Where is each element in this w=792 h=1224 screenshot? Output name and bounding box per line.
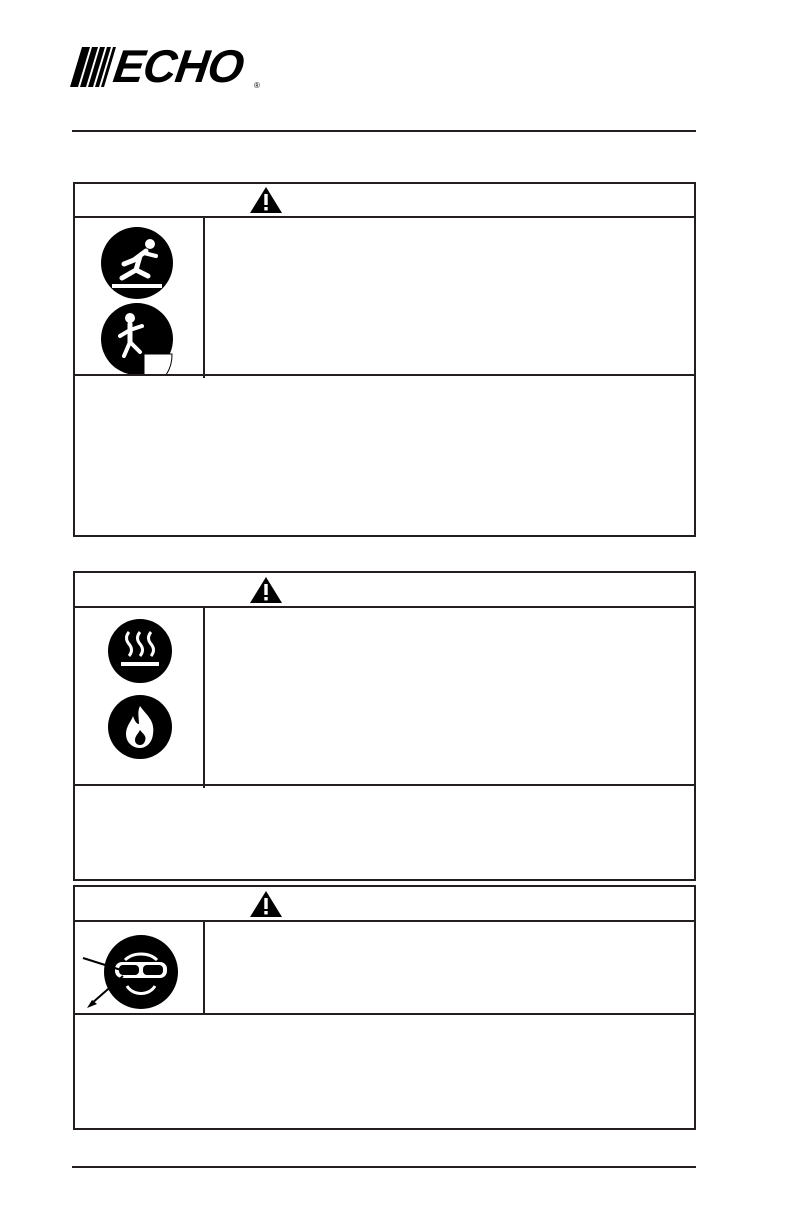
footer-rule	[72, 1166, 696, 1168]
warning-text-area	[207, 218, 694, 378]
warning-triangle-icon	[249, 890, 283, 918]
warning-triangle-icon	[249, 186, 283, 214]
fall-from-height-icon	[100, 302, 174, 376]
warning-text-area	[207, 922, 694, 1015]
warning-box-slip-fall	[73, 182, 696, 537]
hot-surface-icon	[107, 618, 173, 684]
fire-hazard-icon	[107, 694, 173, 760]
warning-box-eye-protection	[73, 885, 696, 1130]
header-rule	[72, 130, 696, 132]
warning-icon-column	[75, 608, 205, 788]
echo-logo	[70, 40, 262, 92]
warning-header	[75, 887, 694, 922]
registered-mark: ®	[254, 81, 260, 90]
warning-body-text-area	[75, 374, 694, 535]
warning-icon-column	[75, 218, 205, 378]
warning-header	[75, 184, 694, 218]
warning-body-text-area	[75, 784, 694, 879]
eye-protection-icon	[81, 930, 185, 1014]
logo-wordmark: ECHO	[110, 40, 247, 92]
warning-box-hot-fire	[73, 571, 696, 881]
warning-body-text-area	[75, 1013, 694, 1128]
slip-fall-icon	[100, 226, 174, 300]
warning-icon-column	[75, 922, 205, 1015]
warning-header	[75, 573, 694, 608]
warning-triangle-icon	[249, 576, 283, 604]
warning-text-area	[207, 608, 694, 788]
